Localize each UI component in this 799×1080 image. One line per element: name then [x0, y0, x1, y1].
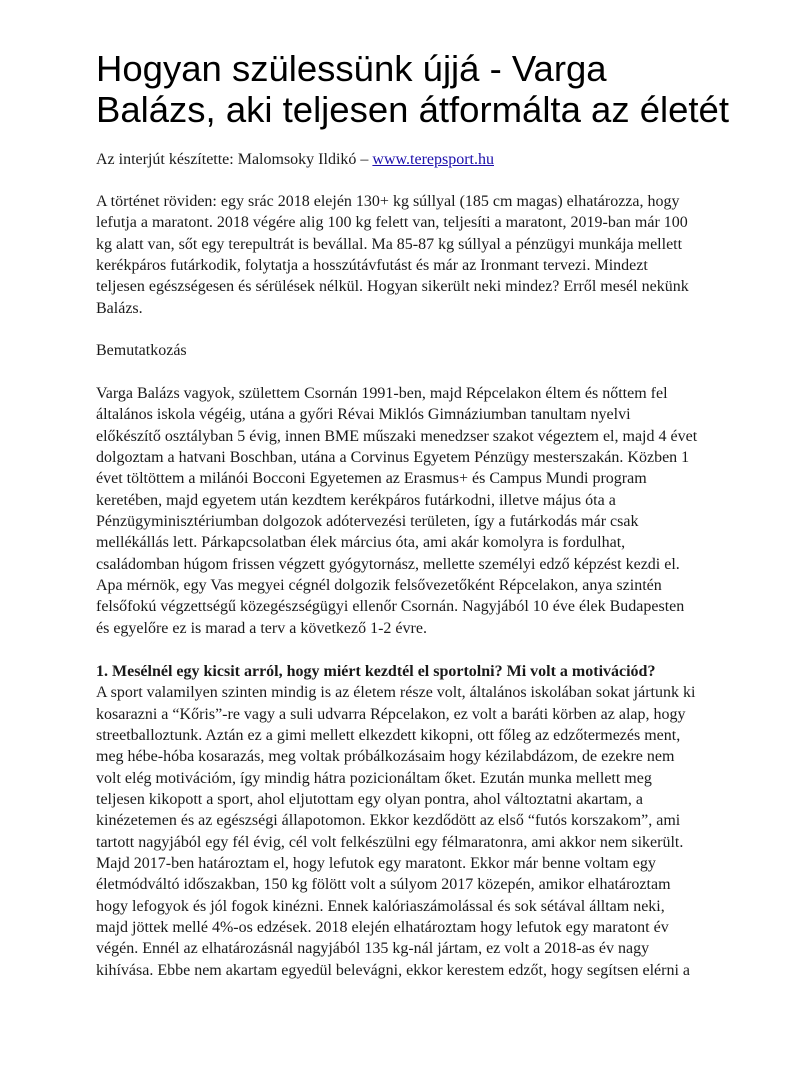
intro-line: Apa mérnök, egy Vas megyei cégnél dolgozik felsővezetőként Répcelakon, anya szintén — [96, 576, 662, 594]
terepsport-link[interactable]: www.terepsport.hu — [372, 151, 494, 168]
title-line-1: Hogyan szülessünk újjá - Varga — [96, 48, 607, 89]
answer-line: A sport valamilyen szinten mindig is az életem része volt, általános iskolában sokat jártunk ki — [96, 684, 696, 702]
answer-line: tartott nagyjából egy fél évig, cél volt felkészülni egy félmaratonra, ami akkor nem sikerült. — [96, 833, 684, 851]
title-line-2: Balázs, aki teljesen átformálta az életét — [96, 89, 729, 130]
byline — [96, 149, 736, 170]
intro-line: Varga Balázs vagyok, születtem Csornán 1991-ben, majd Répcelakon éltem és nőttem fel — [96, 385, 668, 402]
answer-line: majd jöttek mellé 4%-os edzések. 2018 elején elhatároztam hogy lefutok egy maratont év — [96, 918, 669, 936]
intro-line: évet töltöttem a milánói Bocconi Egyetemen az Erasmus+ és Campus Mundi program — [96, 470, 647, 488]
intro-line: dolgoztam a hatvani Boschban, utána a Corvinus Egyetem Pénzügy mesterszakán. Közben 1 — [96, 448, 690, 466]
question-1-block — [96, 661, 736, 981]
intro-line: családomban húgom frissen végzett gyógytornász, mellette személyi edző képzést kezdi el. — [96, 555, 680, 573]
answer-line: életmódváltó időszakban, 150 kg fölött volt a súlyom 2017 közepén, amikor elhatároztam — [96, 876, 671, 894]
summary-line: teljesen egészségesen és sérülések nélkül. Hogyan sikerült neki mindez? Erről mesél nekünk — [96, 278, 689, 296]
answer-line: kinézetemen és az egészségi állapotomon. Ekkor kezdődött az első “futós korszakom”, ami — [96, 812, 681, 830]
page-title — [96, 48, 736, 130]
summary-line: Balázs. — [96, 299, 143, 317]
answer-line: Majd 2017-ben határoztam el, hogy lefutok egy maratont. Ekkor már benne voltam egy — [96, 854, 656, 872]
intro-line: és egyelőre ez is marad a terv a következő 1-2 évre. — [96, 619, 427, 637]
intro-heading — [96, 340, 736, 361]
answer-line: kosarazni a “Kőris”-re vagy a suli udvarra Répcelakon, ez volt a baráti körben az alap, hogy — [96, 705, 686, 723]
intro-line: általános iskola végéig, utána a győri Révai Miklós Gimnáziumban tanultam nyelvi — [96, 406, 631, 424]
question-1-heading: 1. Mesélnél egy kicsit arról, hogy miért kezdtél el sportolni? Mi volt a motivációd? — [96, 663, 656, 680]
answer-line: streetballoztunk. Aztán ez a gimi mellett elkezdett kikopni, ott főleg az edzőtermezés ment, — [96, 726, 681, 744]
answer-line: meg hébe-hóba kosarazás, meg voltak próbálkozásaim hogy kézilabdázom, de ezekre nem — [96, 748, 675, 766]
intro-paragraph — [96, 383, 736, 639]
summary-line: lefutja a maratont. 2018 végére alig 100 kg felett van, teljesíti a maratont, 2019-ban már 100 — [96, 214, 688, 232]
answer-line: hogy lefogyok és jól fogok kinézni. Ennek kalóriaszámolással és sok sétával álltam neki, — [96, 897, 665, 915]
intro-line: előkészítő osztályban 5 évig, innen BME műszaki menedzser szakot végeztem el, majd 4 évet — [96, 427, 698, 445]
section-heading: Bemutatkozás — [96, 342, 187, 359]
answer-line: kihívása. Ebbe nem akartam egyedül belevágni, ekkor kerestem edzőt, hogy segítsen elérni a — [96, 961, 691, 979]
intro-line: Pénzügyminisztériumban dolgozok adótervezési területen, így a futárkodás már csak — [96, 512, 639, 530]
answer-line: végén. Ennél az elhatározásnál nagyjából 135 kg-nál jártam, ez volt a 2018-as év nagy — [96, 940, 650, 958]
intro-line: mellékállás lett. Párkapcsolatban élek március óta, ami akár komolyra is fordulhat, — [96, 534, 626, 552]
summary-line: A történet röviden: egy srác 2018 elején 130+ kg súllyal (185 cm magas) elhatározza, hogy — [96, 193, 680, 210]
answer-line: teljesen kikopott a sport, ahol eljutottam egy olyan pontra, ahol változtatni akartam, a — [96, 790, 643, 808]
summary-paragraph — [96, 191, 736, 319]
intro-line: felsőfokú végzettségű közegészségügyi ellenőr Csornán. Nagyjából 10 éve élek Budapesten — [96, 598, 685, 616]
byline-text: Az interjút készítette: Malomsoky Ildikó – — [96, 151, 373, 168]
intro-line: keretében, majd egyetem után kezdtem kerékpáros futárkodni, illetve május óta a — [96, 491, 616, 509]
answer-line: volt elég motivációm, így mindig hátra pozicionáltam őket. Ezután munka mellett meg — [96, 769, 652, 787]
summary-line: kg alatt van, sőt egy terepultrát is bevállal. Ma 85-87 kg súllyal a pénzügyi munkája mellett — [96, 235, 683, 253]
summary-line: kerékpáros futárkodik, folytatja a hosszútávfutást és már az Ironmant tervezi. Mindezt — [96, 256, 648, 274]
